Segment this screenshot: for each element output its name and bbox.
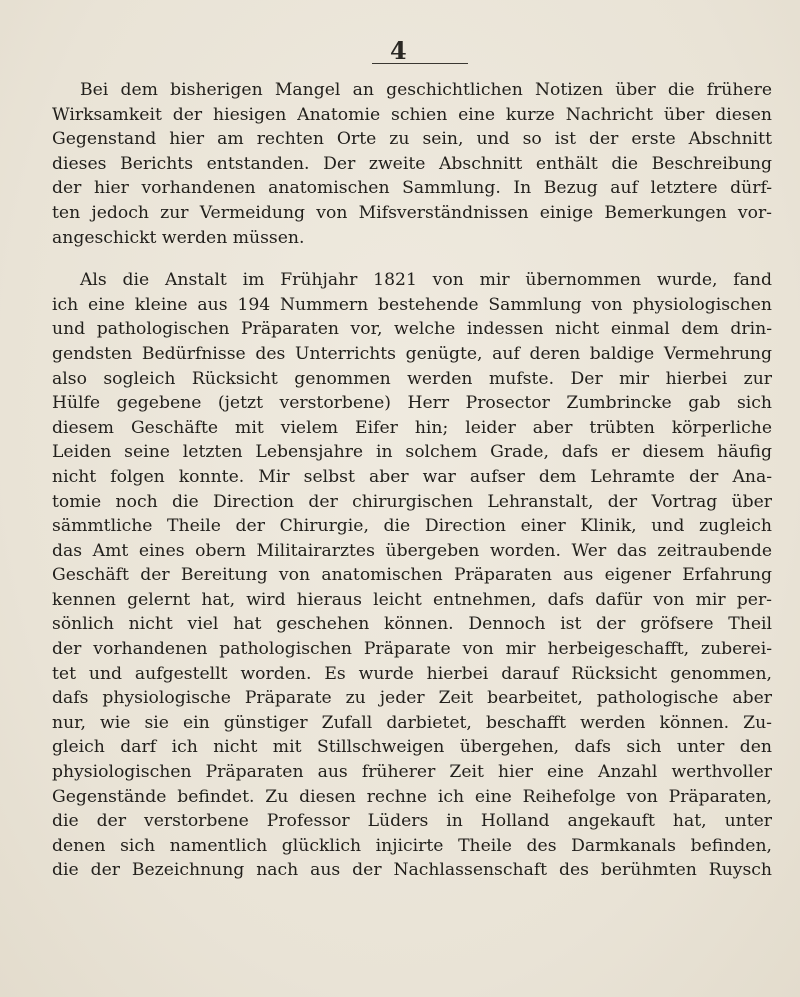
text-line: dafs physiologische Präparate zu jeder Zeit bearbeitet, pathologische aber (52, 688, 772, 709)
page-number: 4 (390, 36, 407, 65)
text-line: sönlich nicht viel hat geschehen können. Dennoch ist der gröfsere Theil (52, 614, 772, 635)
text-line: und pathologischen Präparaten vor, welche indessen nicht einmal dem drin- (52, 319, 772, 340)
text-line: tomie noch die Direction der chirurgischen Lehranstalt, der Vortrag über (52, 491, 772, 512)
paragraph-2 (52, 268, 772, 883)
page-number-rule (372, 63, 468, 64)
text-line: nur, wie sie ein günstiger Zufall darbietet, beschafft werden können. Zu- (52, 712, 772, 733)
text-line: kennen gelernt hat, wird hieraus leicht entnehmen, dafs dafür von mir per- (52, 589, 772, 610)
text-line: das Amt eines obern Militairarztes übergeben worden. Wer das zeitraubende (52, 540, 772, 561)
text-line: denen sich namentlich glücklich injicirte Theile des Darmkanals befinden, (52, 835, 772, 856)
text-line: gleich darf ich nicht mit Stillschweigen übergehen, dafs sich unter den (52, 737, 772, 758)
text-line: die der Bezeichnung nach aus der Nachlassenschaft des berühmten Ruysch (52, 860, 772, 881)
text-line: ich eine kleine aus 194 Nummern bestehende Sammlung von physiologischen (52, 294, 772, 315)
text-line: angeschickt werden müssen. (52, 227, 305, 248)
text-line: Als die Anstalt im Frühjahr 1821 von mir übernommen wurde, fand (80, 270, 772, 291)
text-line: Gegenstände befindet. Zu diesen rechne ich eine Reihefolge von Präparaten, (52, 786, 772, 807)
text-line: nicht folgen konnte. Mir selbst aber war aufser dem Lehramte der Ana- (52, 466, 772, 487)
text-line: die der verstorbene Professor Lüders in Holland angekauft hat, unter (52, 811, 772, 832)
text-line: gendsten Bedürfnisse des Unterrichts genügte, auf deren baldige Vermehrung (52, 343, 772, 364)
text-line: tet und aufgestellt worden. Es wurde hierbei darauf Rücksicht genommen, (52, 663, 772, 684)
text-line: diesem Geschäfte mit vielem Eifer hin; leider aber trübten körperliche (52, 417, 772, 438)
text-line: sämmtliche Theile der Chirurgie, die Direction einer Klinik, und zugleich (52, 516, 772, 537)
text-line: Gegenstand hier am rechten Orte zu sein, und so ist der erste Abschnitt (52, 129, 772, 150)
text-line: Wirksamkeit der hiesigen Anatomie schien eine kurze Nachricht über diesen (52, 104, 772, 125)
text-line: also sogleich Rücksicht genommen werden mufste. Der mir hierbei zur (52, 368, 772, 389)
text-line: Leiden seine letzten Lebensjahre in solchem Grade, dafs er diesem häufig (52, 442, 772, 463)
paragraph-gap (52, 250, 772, 268)
text-line: der vorhandenen pathologischen Präparate von mir herbeigeschafft, zuberei- (52, 639, 772, 660)
paragraph-1 (52, 78, 772, 250)
text-line: Bei dem bisherigen Mangel an geschichtlichen Notizen über die frühere (80, 80, 772, 100)
text-line: ten jedoch zur Vermeidung von Mifsverständnissen einige Bemerkungen vor- (52, 202, 772, 223)
text-line: Hülfe gegebene (jetzt verstorbene) Herr Prosector Zumbrincke gab sich (52, 393, 772, 414)
body-text (52, 78, 772, 883)
text-line: Geschäft der Bereitung von anatomischen Präparaten aus eigener Erfahrung (52, 565, 772, 586)
text-line: dieses Berichts entstanden. Der zweite Abschnitt enthält die Beschreibung (52, 153, 772, 174)
text-line: der hier vorhandenen anatomischen Sammlung. In Bezug auf letztere dürf- (52, 178, 772, 199)
text-line: physiologischen Präparaten aus früherer Zeit hier eine Anzahl werthvoller (52, 762, 772, 783)
